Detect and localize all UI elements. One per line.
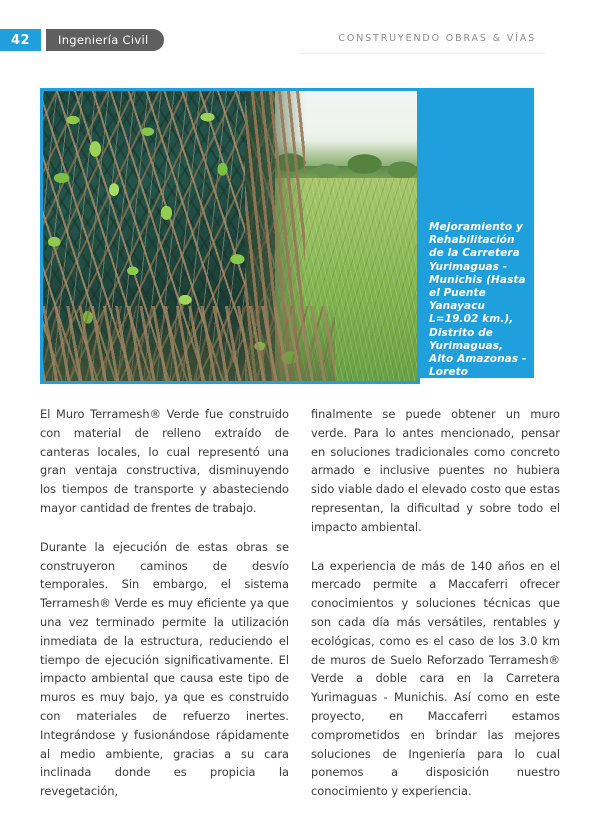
figure-caption-box (419, 88, 534, 378)
photo-inner (43, 91, 417, 381)
header-divider (300, 53, 545, 54)
header-kicker: CONSTRUYENDO OBRAS & VÍAS (338, 33, 536, 44)
paragraph: finalmente se puede obtener un muro verde. Para lo antes mencionado, pensar en soluciones tradicionales como concreto armado e inclusive puentes no hubiera sido viable dado el elevado costo que estas representan, la dificultad y sobre todo el impacto ambiental. (311, 407, 560, 534)
section-label-pill: Ingeniería Civil (46, 29, 164, 51)
project-photo (40, 88, 420, 384)
paragraph: El Muro Terramesh® Verde fue construido con material de relleno extraído de canteras locales, lo cual representó una gran ventaja constructiva, disminuyendo los tiempos de transporte y abasteciendo mayor cantidad de frentes de trabajo. (40, 407, 289, 515)
paragraph: La experiencia de más de 140 años en el mercado permite a Maccaferri ofrecer conocimientos y soluciones técnicas que son cada día más versátiles, rentables y ecológicas, como es el caso de los 3.0 km de muros de Suelo Reforzado Terramesh® Verde a doble cara en la Carretera Yurimaguas - Munichis. Así como en este proyecto, en Maccaferri estamos comprometidos en brindar las mejores soluciones de Ingeniería para lo cual ponemos a disposición nuestro conocimiento y experiencia. (311, 558, 560, 799)
article-figure (40, 88, 420, 384)
paragraph: Durante la ejecución de estas obras se construyeron caminos de desvío temporales. Sin embargo, el sistema Terramesh® Verde es muy eficiente ya que una vez terminado permite la utilización inmediata de la estructura, reduciendo el tiempo de ejecución significativamente. El impacto ambiental que causa este tipo de muros es muy bajo, ya que es construido con materiales de refuerzo inertes. Integrándose y fusionándose rápidamente al medio ambiente, gracias a su cara inclinada donde es propicia la revegetación, (40, 539, 289, 799)
article-body (40, 405, 560, 801)
body-column-left (40, 405, 289, 801)
body-column-right (311, 405, 560, 801)
figure-caption-text: Mejoramiento y Rehabilitación de la Carretera Yurimaguas - Munichis (Hasta el Puente Yanayacu L=19.02 km.), Distrito de Yurimaguas, Alto Amazonas - Loreto (429, 221, 527, 379)
page-header (0, 0, 600, 62)
page-number-badge: 42 (0, 29, 41, 51)
photo-foreground-debris (43, 306, 335, 381)
